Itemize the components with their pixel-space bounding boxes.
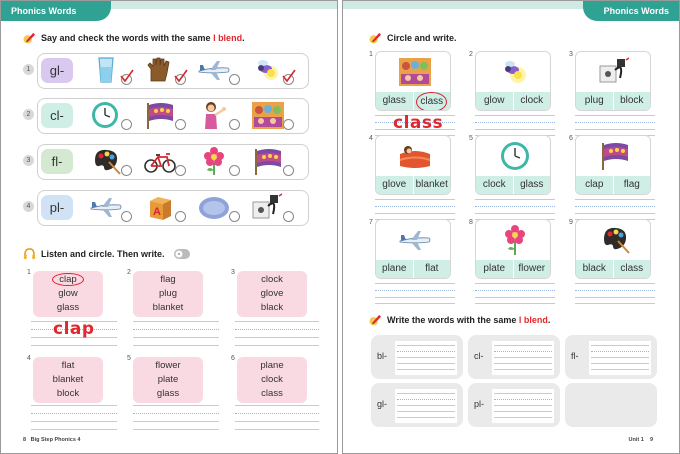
writing-lines[interactable] <box>375 283 455 309</box>
card-frame <box>475 51 551 111</box>
choice-glass <box>89 55 133 87</box>
card-number: 1 <box>369 51 373 58</box>
card-frame <box>575 135 651 195</box>
card-frame <box>375 219 451 279</box>
circle-write-instruction: Circle and write. <box>369 31 457 44</box>
row-number: 1 <box>23 64 34 75</box>
sort-cell-bl <box>371 335 463 379</box>
card-number: 1 <box>27 269 31 276</box>
word-option[interactable]: plane <box>260 360 284 371</box>
sort-label: cl- <box>474 351 484 361</box>
handwritten-answer: clap <box>53 319 95 339</box>
check-circle[interactable] <box>229 119 240 130</box>
choice-class <box>251 100 295 132</box>
word-option[interactable]: blanket <box>52 374 84 385</box>
plate-icon <box>197 192 231 222</box>
card-frame <box>375 51 451 111</box>
sort-cell-pl <box>468 383 560 427</box>
pencil-icon <box>369 313 382 326</box>
check-circle[interactable] <box>283 211 294 222</box>
choice-plane <box>197 55 241 87</box>
card-frame <box>475 219 551 279</box>
check-circle[interactable] <box>175 119 186 130</box>
audio-track-icon[interactable] <box>174 249 190 259</box>
line-set <box>494 393 552 419</box>
clapping-girl-icon <box>197 100 231 130</box>
word-choices <box>476 92 550 110</box>
blanket-icon <box>398 140 432 172</box>
part-b-instruction: Listen and circle. Then write. <box>23 247 165 260</box>
part-a-instruction: Say and check the words with the same l blend. <box>23 31 245 44</box>
page-number: 9 <box>649 437 653 443</box>
pencil-icon <box>369 31 382 44</box>
pencil-icon <box>23 31 36 44</box>
picture-card-5 <box>469 135 553 197</box>
check-circle[interactable] <box>121 211 132 222</box>
word-choice[interactable]: blanket <box>415 179 448 190</box>
writing-lines[interactable] <box>475 283 555 309</box>
word-option[interactable]: glass <box>156 388 180 399</box>
picture-card-8 <box>469 219 553 281</box>
blend-label: pl- <box>41 195 73 220</box>
paint-palette-icon <box>598 224 632 256</box>
word-choice[interactable]: plate <box>483 263 506 274</box>
card-number: 5 <box>127 355 131 362</box>
word-option[interactable]: block <box>56 388 80 399</box>
line-set <box>397 393 455 419</box>
check-circle[interactable] <box>175 211 186 222</box>
right-page <box>342 0 680 454</box>
check-circle[interactable] <box>229 74 240 85</box>
airplane-icon <box>398 224 432 256</box>
line-set <box>591 345 649 371</box>
word-options <box>237 271 307 317</box>
sort-label: pl- <box>474 399 485 409</box>
word-choices <box>376 260 450 278</box>
part-c-instruction: Write the words with the same l blend. <box>369 313 550 326</box>
sort-label: gl- <box>377 399 388 409</box>
card-number: 9 <box>569 219 573 226</box>
word-choice[interactable]: clock <box>482 179 506 190</box>
plug-icon <box>598 56 632 88</box>
word-choice[interactable]: glove <box>382 179 407 190</box>
writing-lines[interactable] <box>235 321 319 347</box>
classroom-icon <box>251 100 285 130</box>
row-number: 2 <box>23 109 34 120</box>
word-choices <box>576 176 650 194</box>
page-tab: Phonics Words <box>1 1 111 21</box>
word-choice[interactable]: plug <box>584 95 604 106</box>
blend-label: gl- <box>41 58 73 83</box>
sort-label: fl- <box>571 351 579 361</box>
word-option[interactable]: flag <box>160 274 176 285</box>
picture-card-6 <box>569 135 653 197</box>
firefly-icon <box>498 56 532 88</box>
page-footer <box>23 437 80 443</box>
picture-card-2 <box>469 51 553 113</box>
sort-cell-cl <box>468 335 560 379</box>
headphones-icon <box>23 247 36 260</box>
card-number: 5 <box>469 135 473 142</box>
word-choice[interactable]: black <box>582 263 606 274</box>
word-choices <box>376 176 450 194</box>
word-option[interactable]: clock <box>261 274 283 285</box>
word-choice[interactable]: block <box>620 95 644 106</box>
handwritten-answer: class <box>393 113 444 133</box>
card-number: 3 <box>569 51 573 58</box>
choice-flag <box>251 146 295 178</box>
word-choice[interactable]: plane <box>382 263 407 274</box>
writing-lines[interactable] <box>492 341 554 375</box>
choice-glow <box>251 55 295 87</box>
word-choices <box>476 176 550 194</box>
flower-icon <box>498 224 532 256</box>
check-circle[interactable] <box>283 165 294 176</box>
writing-lines[interactable] <box>589 341 651 375</box>
choice-glove <box>143 55 187 87</box>
flower-icon <box>197 146 231 176</box>
unit-label: Unit 1 <box>628 437 644 443</box>
word-choices <box>376 92 450 110</box>
check-mark-icon <box>174 69 188 83</box>
row-number: 4 <box>23 201 34 212</box>
check-mark-icon <box>120 69 134 83</box>
word-choices <box>576 92 650 110</box>
glass-icon <box>89 55 123 85</box>
word-option[interactable]: clock <box>261 374 283 385</box>
writing-lines[interactable] <box>133 405 219 431</box>
page-footer <box>629 437 653 443</box>
writing-lines[interactable] <box>575 283 655 309</box>
card-number: 6 <box>569 135 573 142</box>
word-options <box>133 271 203 317</box>
card-number: 2 <box>127 269 131 276</box>
writing-lines[interactable] <box>395 341 457 375</box>
blend-row-3 <box>23 144 309 180</box>
blend-row-1 <box>23 53 309 89</box>
line-set <box>494 345 552 371</box>
plug-icon <box>251 192 285 222</box>
left-page <box>0 0 338 454</box>
word-choices <box>476 260 550 278</box>
check-circle[interactable] <box>229 165 240 176</box>
choice-blanket <box>89 146 133 178</box>
word-choice[interactable]: clock <box>520 95 544 106</box>
firefly-icon <box>251 55 285 85</box>
svg-text:A: A <box>153 206 161 218</box>
airplane-icon <box>197 55 231 85</box>
blend-label: cl- <box>41 103 73 128</box>
writing-lines[interactable] <box>133 321 219 347</box>
word-options <box>133 357 203 403</box>
page-tab: Phonics Words <box>583 1 679 21</box>
airplane-icon <box>89 192 123 222</box>
card-frame <box>475 135 551 195</box>
choice-plate <box>197 192 241 224</box>
word-option[interactable]: flat <box>61 360 75 371</box>
card-frame <box>575 219 651 279</box>
toy-block-icon <box>143 192 177 222</box>
clock-icon <box>498 140 532 172</box>
header-band <box>343 1 589 9</box>
clock-icon <box>89 100 123 130</box>
blend-sort-grid <box>371 335 657 429</box>
word-options <box>33 357 103 403</box>
word-choice[interactable]: glow <box>483 95 505 106</box>
word-choice[interactable] <box>414 92 451 110</box>
line-set <box>397 345 455 371</box>
card-number: 8 <box>469 219 473 226</box>
word-option[interactable]: blanket <box>152 302 184 313</box>
writing-lines[interactable] <box>395 389 457 423</box>
choice-bike <box>143 146 187 178</box>
blend-row-4 <box>23 190 309 226</box>
check-mark-icon <box>282 69 296 83</box>
check-circle[interactable] <box>121 119 132 130</box>
word-option[interactable]: glow <box>58 288 78 299</box>
writing-lines[interactable] <box>492 389 554 423</box>
choice-plane <box>89 192 133 224</box>
card-frame <box>575 51 651 111</box>
picture-card-7 <box>369 219 453 281</box>
word-choice[interactable]: flower <box>518 263 546 274</box>
circled-word: class <box>416 92 447 111</box>
paint-palette-icon <box>89 146 123 176</box>
check-circle[interactable] <box>283 119 294 130</box>
word-choice[interactable]: clap <box>585 179 604 190</box>
blend-row-2 <box>23 98 309 134</box>
word-option[interactable]: plate <box>157 374 179 385</box>
choice-flag <box>143 100 187 132</box>
writing-lines[interactable] <box>31 405 117 431</box>
choice-plug <box>251 192 295 224</box>
sort-label: bl- <box>377 351 388 361</box>
picture-card-9 <box>569 219 653 281</box>
blend-label: fl- <box>41 149 73 174</box>
flag-icon <box>143 100 177 130</box>
word-option[interactable]: flower <box>155 360 181 371</box>
choice-clap <box>197 100 241 132</box>
card-frame <box>375 135 451 195</box>
flag-icon <box>251 146 285 176</box>
choice-block <box>143 192 187 224</box>
picture-card-1 <box>369 51 453 113</box>
word-choice[interactable]: class <box>620 263 644 274</box>
word-choices <box>576 260 650 278</box>
circled-word: clap <box>52 273 83 286</box>
word-option[interactable] <box>33 273 103 287</box>
picture-card-4 <box>369 135 453 197</box>
card-number: 6 <box>231 355 235 362</box>
flag-icon <box>598 140 632 172</box>
bicycle-icon <box>143 146 177 176</box>
classroom-icon <box>398 56 432 88</box>
sort-cell-gl <box>371 383 463 427</box>
writing-lines[interactable] <box>235 405 319 431</box>
word-options <box>33 271 103 317</box>
page-number: 8 <box>23 437 27 443</box>
word-option[interactable]: glass <box>56 302 80 313</box>
picture-card-3 <box>569 51 653 113</box>
card-number: 3 <box>231 269 235 276</box>
word-choice[interactable]: flag <box>623 179 640 190</box>
header-band <box>101 1 337 9</box>
sort-cell-fl <box>565 335 657 379</box>
word-choice[interactable]: glass <box>520 179 544 190</box>
word-option[interactable]: glove <box>260 288 284 299</box>
card-number: 2 <box>469 51 473 58</box>
word-option[interactable]: plug <box>159 288 177 299</box>
glove-icon <box>143 55 177 85</box>
word-option[interactable]: class <box>261 388 283 399</box>
word-option[interactable]: black <box>260 302 284 313</box>
check-circle[interactable] <box>175 165 186 176</box>
card-number: 4 <box>369 135 373 142</box>
book-title: Big Step Phonics 4 <box>30 437 81 443</box>
card-number: 7 <box>369 219 373 226</box>
card-number: 4 <box>27 355 31 362</box>
choice-flower <box>197 146 241 178</box>
sort-cell-empty <box>565 383 657 427</box>
row-number: 3 <box>23 155 34 166</box>
check-circle[interactable] <box>229 211 240 222</box>
word-choice[interactable]: glass <box>382 95 406 106</box>
choice-clock <box>89 100 133 132</box>
word-options <box>237 357 307 403</box>
word-choice[interactable]: flat <box>425 263 439 274</box>
check-circle[interactable] <box>121 165 132 176</box>
